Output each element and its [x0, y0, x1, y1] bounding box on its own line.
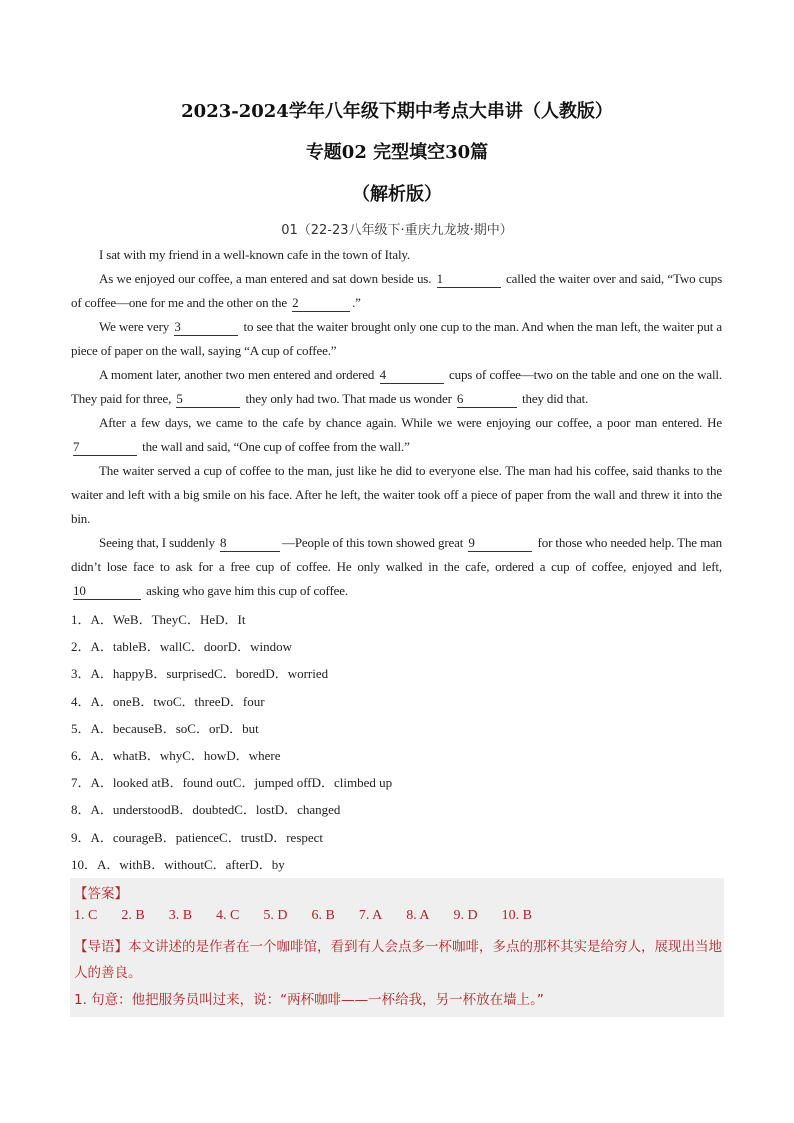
blank-6: 6: [457, 391, 517, 408]
blank-8: 8: [220, 535, 280, 552]
passage: [71, 243, 722, 603]
blank-2: 2: [292, 295, 350, 312]
question-row: 6．A．whatB．whyC．howD．where: [71, 747, 281, 763]
doc-title: 2023-2024学年八年级下期中考点大串讲（人教版）: [181, 101, 613, 122]
answer-key: 1. C 2. B 3. B 4. C 5. D 6. B 7. A 8. A 9. D 10. B: [74, 908, 532, 923]
paragraph-5: After a few days, we came to the cafe by chance again. While we were enjoying our coffee, a poor man entered. He 7 the wall and said, “One cup of coffee from the wall.”: [73, 415, 722, 454]
paragraph-6: The waiter served a cup of coffee to the man, just like he did to everyone else. The man had his coffee, said thanks to the waiter and left with a big smile on his face. After he left, the waiter took off a piece of paper from the wall and threw it into the bin.: [71, 463, 722, 526]
paragraph-4: A moment later, another two men entered and ordered 4 cups of coffee—two on the table and one on the wall. They paid for three, 5 they only had two. That made us wonder 6 they did that.: [71, 367, 722, 406]
paragraph-3: We were very 3 to see that the waiter brought only one cup to the man. And when the man left, the waiter put a piece of paper on the wall, saying “A cup of coffee.”: [71, 319, 722, 358]
blank-10: 10: [73, 583, 141, 600]
blank-4: 4: [380, 367, 444, 384]
question-row: 9．A．courageB．patienceC．trustD．respect: [71, 829, 324, 845]
doc-subtitle: 专题02 完型填空30篇: [305, 142, 489, 163]
blank-5: 5: [176, 391, 240, 408]
question-row: 10．A．withB．withoutC．afterD．by: [71, 856, 285, 872]
paragraph-7: Seeing that, I suddenly 8 —People of this town showed great 9 for those who needed help. The man didn’t lose face to ask for a free cup of coffee. He only walked in the cafe, ordered a cup of coffee, enjoyed and left, 10 asking who gave him this cup of coffee.: [71, 535, 723, 598]
question-options: [71, 606, 722, 878]
doc-edition: （解析版）: [352, 184, 442, 205]
question-row: 5．A．becauseB．soC．orD．but: [71, 720, 259, 736]
question-row: 3．A．happyB．surprisedC．boredD．worried: [71, 666, 329, 682]
blank-9: 9: [468, 535, 532, 552]
answer-section: [70, 878, 724, 1017]
question-row: 8．A．understoodB．doubtedC．lostD．changed: [71, 802, 341, 818]
question-row: 1．A．WeB．TheyC．HeD．It: [71, 612, 246, 627]
question-row: 2．A．tableB．wallC．doorD．window: [71, 639, 293, 655]
answer-heading: 【答案】: [74, 886, 128, 902]
blank-1: 1: [437, 271, 501, 288]
paragraph-1: I sat with my friend in a well-known cafe in the town of Italy.: [99, 247, 411, 262]
guide-text: 【导语】本文讲述的是作者在一个咖啡馆，看到有人会点多一杯咖啡，多点的那杯其实是给穷人，展现出当地人的善良。: [74, 939, 722, 981]
passage-source: 01（22-23八年级下·重庆九龙坡·期中）: [281, 223, 513, 238]
blank-3: 3: [174, 319, 238, 336]
question-row: 7．A．looked atB．found outC．jumped offD．climbed up: [71, 775, 393, 791]
paragraph-2: As we enjoyed our coffee, a man entered and sat down beside us. 1 called the waiter over and said, “Two cups of coffee—one for me and the other on the 2 .”: [71, 271, 722, 310]
explanation-1: 1. 句意：他把服务员叫过来，说：“两杯咖啡——一杯给我，另一杯放在墙上。”: [74, 992, 544, 1008]
blank-7: 7: [73, 439, 137, 456]
question-row: 4．A．oneB．twoC．threeD．four: [71, 693, 265, 709]
